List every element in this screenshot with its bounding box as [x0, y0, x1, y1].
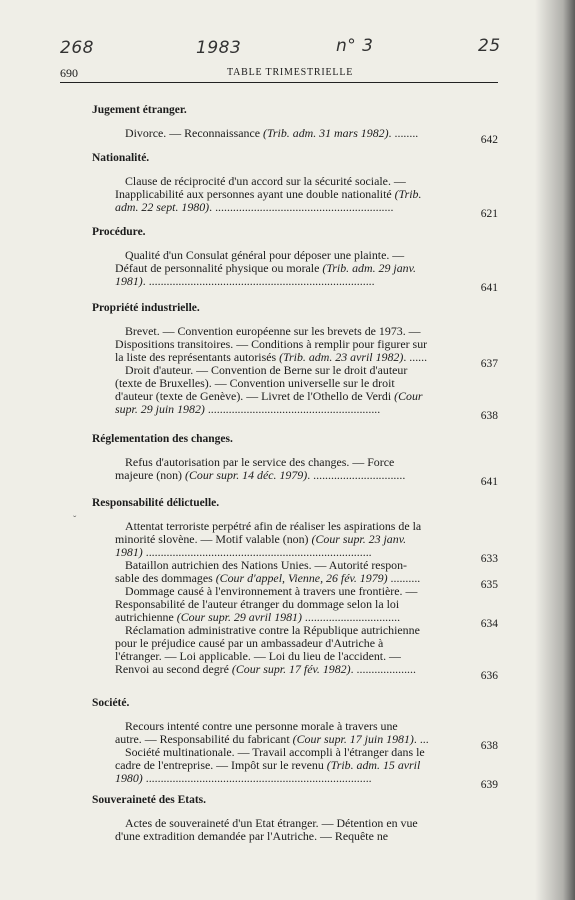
- page-reference: 641: [480, 282, 498, 294]
- entry-line: Qualité d'un Consulat général pour déposer une plainte. —: [125, 248, 405, 262]
- handwritten-note-issue: n° 3: [336, 36, 374, 56]
- index-section: [92, 794, 498, 843]
- page-reference: 635: [480, 579, 498, 591]
- section-heading: Jugement étranger.: [92, 104, 187, 116]
- entry-line: (texte de Bruxelles). — Convention universelle sur le droit: [115, 376, 395, 390]
- entry-line: Renvoi au second degré (Cour supr. 17 fév. 1982). ....................: [115, 662, 416, 676]
- handwritten-note-volume: 268: [60, 38, 94, 58]
- handwritten-note-page: 25: [478, 36, 501, 56]
- entry-line: cadre de l'entreprise. — Impôt sur le revenu (Trib. adm. 15 avril: [115, 758, 421, 772]
- handwritten-note-year: 1983: [196, 38, 242, 58]
- entry-line: autrichienne (Cour supr. 29 avril 1981) ................................: [115, 610, 401, 624]
- entry-line: Dispositions transitoires. — Conditions à remplir pour figurer sur: [115, 337, 428, 351]
- index-entry: [92, 623, 498, 682]
- entry-line: la liste des représentants autorisés (Trib. adm. 23 avril 1982). ......: [115, 350, 428, 364]
- page-reference: 638: [480, 740, 498, 752]
- entry-line: d'auteur (texte de Genève). — Livret de l'Othello de Verdi (Cour: [115, 389, 423, 403]
- entry-line: Clause de réciprocité d'un accord sur la sécurité sociale. —: [125, 174, 406, 188]
- index-section: [92, 433, 498, 488]
- page-reference: 633: [480, 553, 498, 565]
- page-reference: 621: [480, 208, 498, 220]
- page-reference: 636: [480, 670, 498, 682]
- index-entry: [92, 126, 498, 146]
- section-heading: Nationalité.: [92, 152, 150, 164]
- entry-line: Brevet. — Convention européenne sur les brevets de 1973. —: [125, 324, 421, 338]
- index-section: [92, 152, 498, 220]
- entry-line: sable des dommages (Cour d'appel, Vienne, 26 fév. 1979) ..........: [115, 571, 421, 585]
- page-reference: 634: [480, 618, 498, 630]
- index-section: [92, 697, 498, 791]
- entry-line: Attentat terroriste perpétré afin de réaliser les aspirations de la: [125, 519, 422, 533]
- page-edge-shadow: [535, 0, 575, 900]
- page-reference: 638: [480, 410, 498, 422]
- index-section: [92, 226, 498, 294]
- index-entry: [92, 363, 498, 422]
- index-entry: [92, 174, 498, 220]
- page-reference: 642: [480, 134, 498, 146]
- entry-line: Divorce. — Reconnaissance (Trib. adm. 31 mars 1982). ........: [125, 126, 419, 140]
- section-heading: Souveraineté des Etats.: [92, 794, 207, 806]
- entry-line: Dommage causé à l'environnement à travers une frontière. —: [125, 584, 418, 598]
- entry-line: l'étranger. — Loi applicable. — Loi du lieu de l'accident. —: [115, 649, 401, 663]
- entry-line: Société multinationale. — Travail accompli à l'étranger dans le: [125, 745, 425, 759]
- entry-line: Droit d'auteur. — Convention de Berne sur le droit d'auteur: [125, 363, 408, 377]
- page-header: [60, 66, 498, 83]
- index-entry: [92, 745, 498, 791]
- entry-line: Défaut de personnalité physique ou morale (Trib. adm. 29 janv.: [115, 261, 416, 275]
- margin-mark: ˇ: [73, 515, 77, 526]
- entry-line: supr. 29 juin 1982) ..........................................................: [115, 402, 381, 416]
- page-reference: 641: [480, 476, 498, 488]
- index-section: [92, 104, 498, 146]
- index-entry: [92, 248, 498, 294]
- entry-line: adm. 22 sept. 1980). ............................................................: [115, 200, 394, 214]
- entry-line: Actes de souveraineté d'un Etat étranger. — Détention en vue: [125, 816, 418, 830]
- entry-line: pour le préjudice causé par un ambassadeur d'Autriche à: [115, 636, 384, 650]
- index-entry: [92, 455, 498, 488]
- entry-line: d'une extradition demandée par l'Autriche. — Requête ne: [115, 829, 389, 843]
- index-section: [92, 497, 498, 682]
- entry-line: Bataillon autrichien des Nations Unies. — Autorité respon-: [125, 558, 408, 572]
- section-heading: Réglementation des changes.: [92, 433, 233, 445]
- entry-line: Responsabilité de l'auteur étranger du dommage selon la loi: [115, 597, 400, 611]
- page-number: 690: [60, 66, 78, 80]
- page-reference: 637: [480, 358, 498, 370]
- entry-line: 1981). ............................................................................: [115, 274, 375, 288]
- entry-line: minorité slovène. — Motif valable (non) (Cour supr. 23 janv.: [115, 532, 407, 546]
- index-entry: [92, 817, 498, 843]
- entry-line: Refus d'autorisation par le service des changes. — Force: [125, 455, 395, 469]
- entry-line: 1981) ............................................................................: [115, 545, 372, 559]
- running-title: TABLE TRIMESTRIELLE: [227, 67, 354, 78]
- section-heading: Société.: [92, 697, 130, 709]
- section-heading: Responsabilité délictuelle.: [92, 497, 220, 509]
- page-reference: 639: [480, 779, 498, 791]
- entry-line: Inapplicabilité aux personnes ayant une double nationalité (Trib.: [115, 187, 422, 201]
- index-section: [92, 302, 498, 422]
- entry-line: majeure (non) (Cour supr. 14 déc. 1979). ...............................: [115, 468, 406, 482]
- section-heading: Procédure.: [92, 226, 146, 238]
- entry-line: 1980) ............................................................................: [115, 771, 372, 785]
- section-heading: Propriété industrielle.: [92, 302, 200, 314]
- entry-line: Recours intenté contre une personne morale à travers une: [125, 719, 398, 733]
- entry-line: autre. — Responsabilité du fabricant (Cour supr. 17 juin 1981). ...: [115, 732, 429, 746]
- entry-line: Réclamation administrative contre la République autrichienne: [125, 623, 420, 637]
